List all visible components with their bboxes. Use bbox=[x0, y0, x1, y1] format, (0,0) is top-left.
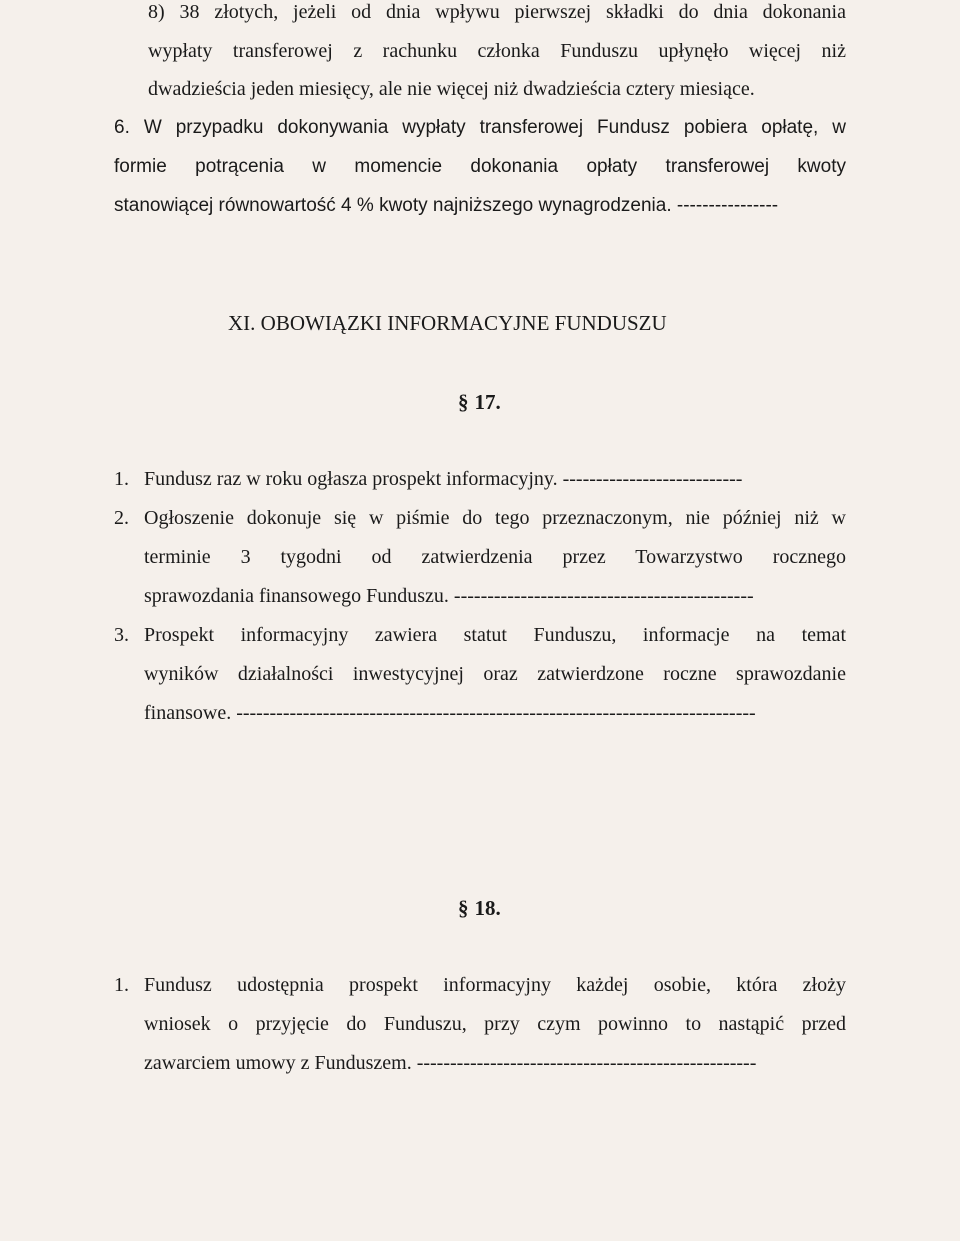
section-sign: § bbox=[458, 390, 469, 414]
section-number: 18. bbox=[474, 896, 501, 920]
item-line: Prospekt informacyjny zawiera statut Funduszu, informacje na temat bbox=[144, 624, 846, 646]
point-6-line-1: 6. W przypadku dokonywania wypłaty transferowej Fundusz pobiera opłatę, w bbox=[114, 117, 846, 138]
section-sign: § bbox=[458, 896, 469, 920]
section-18-title bbox=[458, 895, 501, 921]
item-number: 3. bbox=[114, 624, 129, 646]
item-line: Fundusz raz w roku ogłasza prospekt informacyjny. --------------------------- bbox=[144, 468, 743, 490]
section-number: 17. bbox=[474, 390, 501, 414]
item-line: zawarciem umowy z Funduszem. --------------------------------------------------- bbox=[144, 1052, 757, 1074]
point-6-line-3: stanowiącej równowartość 4 % kwoty najniższego wynagrodzenia. ---------------- bbox=[114, 195, 779, 216]
item-8-line-3: dwadzieścia jeden miesięcy, ale nie więcej niż dwadzieścia cztery miesiące. bbox=[148, 78, 755, 100]
item-line: terminie 3 tygodni od zatwierdzenia przez Towarzystwo rocznego bbox=[144, 546, 846, 568]
item-line: wniosek o przyjęcie do Funduszu, przy czym powinno to nastąpić przed bbox=[144, 1013, 846, 1035]
item-number: 2. bbox=[114, 507, 129, 529]
item-number: 1. bbox=[114, 468, 129, 490]
point-6-line-2: formie potrącenia w momencie dokonania opłaty transferowej kwoty bbox=[114, 156, 846, 177]
item-8-line-2: wypłaty transferowej z rachunku członka Funduszu upłynęło więcej niż bbox=[148, 40, 846, 62]
item-line: wyników działalności inwestycyjnej oraz zatwierdzone roczne sprawozdanie bbox=[144, 663, 846, 685]
item-8-line-1: 8) 38 złotych, jeżeli od dnia wpływu pierwszej składki do dnia dokonania bbox=[148, 1, 846, 23]
item-line: sprawozdania finansowego Funduszu. --------------------------------------------- bbox=[144, 585, 754, 607]
section-17-title bbox=[458, 389, 501, 415]
item-line: finansowe. ------------------------------------------------------------------------------ bbox=[144, 702, 756, 724]
item-line: Ogłoszenie dokonuje się w piśmie do tego przeznaczonym, nie później niż w bbox=[144, 507, 846, 529]
item-line: Fundusz udostępnia prospekt informacyjny każdej osobie, która złoży bbox=[144, 974, 846, 996]
chapter-heading: XI. OBOWIĄZKI INFORMACYJNE FUNDUSZU bbox=[228, 311, 667, 335]
item-number: 1. bbox=[114, 974, 129, 996]
